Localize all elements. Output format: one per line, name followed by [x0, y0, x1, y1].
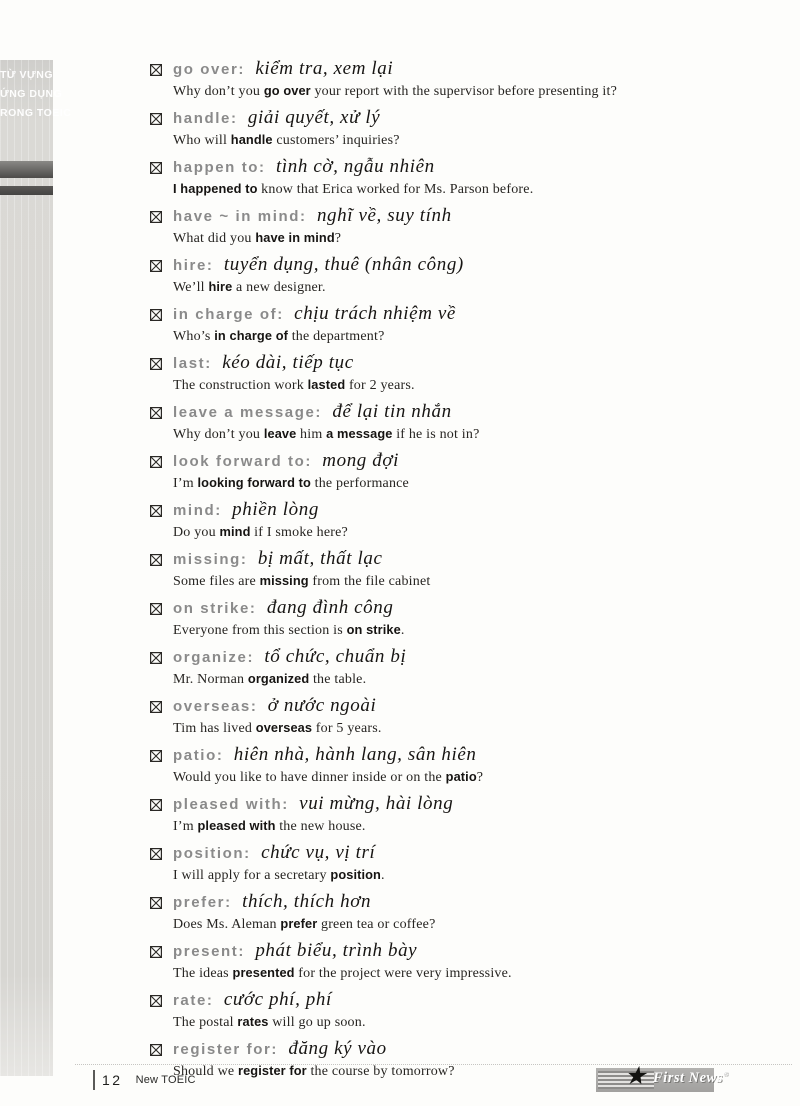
example-keyword: a message [326, 426, 393, 441]
entry-head [173, 841, 775, 866]
checkbox-x-icon [150, 602, 162, 614]
example-text: Why don’t you [173, 427, 264, 442]
example-text: . [380, 868, 385, 883]
translation-text: giải quyết, xử lý [242, 107, 381, 128]
example-sentence [173, 425, 775, 443]
example-text: will go up soon. [268, 1015, 366, 1030]
term-label: missing: [173, 551, 248, 568]
example-text: Tim has lived [173, 721, 256, 736]
example-text: I’m [173, 476, 198, 491]
checkbox-x-icon [150, 700, 162, 712]
example-text: The postal [173, 1015, 238, 1030]
example-keyword: rates [237, 1014, 269, 1029]
example-text: a new designer. [232, 280, 326, 295]
entry-head [173, 204, 775, 229]
example-sentence [173, 180, 775, 198]
entry-head [173, 351, 775, 376]
example-sentence [173, 327, 775, 345]
example-keyword: missing [259, 573, 309, 588]
example-text: We’ll [173, 280, 209, 295]
example-text: Do you [173, 525, 220, 540]
example-keyword: I happened to [173, 181, 258, 196]
entry-head [173, 547, 775, 572]
vocab-entry [150, 792, 775, 835]
checkbox-x-icon [150, 308, 162, 320]
vocab-entry [150, 204, 775, 247]
example-sentence [173, 572, 775, 590]
example-sentence [173, 964, 775, 982]
example-text: Everyone from this section is [173, 623, 347, 638]
entry-head [173, 1037, 775, 1062]
example-text: The ideas [173, 966, 233, 981]
vocab-entry [150, 106, 775, 149]
example-text: know that Erica worked for Ms. Parson before. [257, 182, 534, 197]
translation-text: ở nước ngoài [262, 695, 377, 716]
term-label: on strike: [173, 600, 257, 617]
sidebar-title-line: ỨNG DỤNG [0, 88, 63, 100]
example-sentence [173, 719, 775, 737]
example-text: ? [476, 770, 484, 785]
example-text: I will apply for a secretary [173, 868, 331, 883]
checkbox-x-icon [150, 651, 162, 663]
example-keyword: mind [219, 524, 251, 539]
term-label: present: [173, 943, 245, 960]
term-label: patio: [173, 747, 224, 764]
publisher-logo [596, 1061, 729, 1092]
translation-text: cước phí, phí [218, 989, 332, 1010]
checkbox-x-icon [150, 406, 162, 418]
entry-head [173, 155, 775, 180]
vocab-entry [150, 694, 775, 737]
entry-head [173, 596, 775, 621]
example-text: Mr. Norman [173, 672, 248, 687]
example-keyword: prefer [280, 916, 318, 931]
example-text: green tea or coffee? [317, 917, 436, 932]
translation-text: kiểm tra, xem lại [249, 58, 394, 79]
vocab-entry [150, 400, 775, 443]
example-text: . [400, 623, 405, 638]
vocab-entry [150, 939, 775, 982]
example-text: for 2 years. [345, 378, 415, 393]
checkbox-x-icon [150, 161, 162, 173]
example-keyword: looking forward to [197, 475, 311, 490]
checkbox-x-icon [150, 504, 162, 516]
example-keyword: register for [238, 1063, 307, 1078]
translation-text: chịu trách nhiệm về [288, 303, 456, 324]
example-text: the course by tomorrow? [306, 1064, 455, 1079]
entry-head [173, 106, 775, 131]
example-text: The construction work [173, 378, 308, 393]
term-label: hire: [173, 257, 214, 274]
term-label: handle: [173, 110, 238, 127]
entry-head [173, 57, 775, 82]
checkbox-x-icon [150, 210, 162, 222]
example-keyword: have in mind [255, 230, 335, 245]
entry-head [173, 253, 775, 278]
checkbox-x-icon [150, 896, 162, 908]
translation-text: hiên nhà, hành lang, sân hiên [228, 744, 477, 765]
example-sentence [173, 670, 775, 688]
translation-text: phát biểu, trình bày [249, 940, 418, 961]
example-text: the performance [310, 476, 409, 491]
example-keyword: lasted [307, 377, 346, 392]
example-text: What did you [173, 231, 256, 246]
translation-text: bị mất, thất lạc [252, 548, 383, 569]
vocab-entry [150, 890, 775, 933]
vocab-entry [150, 57, 775, 100]
example-keyword: pleased with [197, 818, 276, 833]
book-title: New TOEIC [135, 1074, 196, 1086]
translation-text: vui mừng, hài lòng [293, 793, 454, 814]
example-keyword: in charge of [214, 328, 288, 343]
term-label: in charge of: [173, 306, 284, 323]
example-keyword: go over [263, 83, 311, 98]
example-text: customers’ inquiries? [272, 133, 400, 148]
example-sentence [173, 82, 775, 100]
translation-text: đăng ký vào [283, 1038, 387, 1059]
example-sentence [173, 1013, 775, 1031]
example-text: if he is not in? [392, 427, 480, 442]
example-text: the department? [288, 329, 385, 344]
term-label: rate: [173, 992, 214, 1009]
example-sentence [173, 866, 775, 884]
translation-text: phiền lòng [226, 499, 319, 520]
sidebar-title [0, 60, 72, 123]
example-sentence [173, 915, 775, 933]
page-number: 12 [102, 1072, 123, 1088]
entry-head [173, 792, 775, 817]
entry-head [173, 743, 775, 768]
checkbox-x-icon [150, 749, 162, 761]
vocab-entry [150, 645, 775, 688]
entry-head [173, 694, 775, 719]
vocab-entry [150, 351, 775, 394]
term-label: happen to: [173, 159, 266, 176]
example-text: Why don’t you [173, 84, 264, 99]
checkbox-x-icon [150, 455, 162, 467]
checkbox-x-icon [150, 357, 162, 369]
translation-text: kéo dài, tiếp tục [216, 352, 354, 373]
example-keyword: overseas [255, 720, 313, 735]
divider-bar-thin [0, 186, 53, 195]
checkbox-x-icon [150, 553, 162, 565]
entry-head [173, 939, 775, 964]
vocab-entry [150, 743, 775, 786]
entry-head [173, 302, 775, 327]
example-sentence [173, 131, 775, 149]
example-keyword: position [330, 867, 381, 882]
example-text: the table. [309, 672, 367, 687]
example-sentence [173, 817, 775, 835]
checkbox-x-icon [150, 1043, 162, 1055]
term-label: organize: [173, 649, 255, 666]
translation-text: đang đình công [261, 597, 394, 618]
example-text: if I smoke here? [250, 525, 348, 540]
registered-mark: ® [722, 1070, 729, 1079]
vocab-entry [150, 253, 775, 296]
example-keyword: presented [232, 965, 295, 980]
example-keyword: handle [230, 132, 273, 147]
vocab-entry [150, 302, 775, 345]
term-label: prefer: [173, 894, 232, 911]
sidebar-title-line: TỪ VỰNG [0, 69, 54, 81]
term-label: position: [173, 845, 251, 862]
example-keyword: organized [247, 671, 310, 686]
example-sentence [173, 278, 775, 296]
example-text: for 5 years. [312, 721, 382, 736]
checkbox-x-icon [150, 847, 162, 859]
translation-text: nghĩ về, suy tính [311, 205, 452, 226]
entries-list [150, 57, 775, 1090]
term-label: register for: [173, 1041, 278, 1058]
entry-head [173, 645, 775, 670]
term-label: pleased with: [173, 796, 289, 813]
sidebar-strip [0, 60, 72, 1076]
entry-head [173, 498, 775, 523]
example-text: Does Ms. Aleman [173, 917, 281, 932]
sidebar-title-line: RONG TOEIC [0, 107, 72, 119]
example-keyword: on strike [346, 622, 401, 637]
example-text: the new house. [275, 819, 366, 834]
term-label: go over: [173, 61, 245, 78]
translation-text: mong đợi [316, 450, 399, 471]
term-label: have ~ in mind: [173, 208, 307, 225]
example-text: Should we [173, 1064, 238, 1079]
footer-rule [75, 1064, 792, 1065]
vocab-entry [150, 596, 775, 639]
footer-left [93, 1070, 196, 1090]
translation-text: tuyển dụng, thuê (nhân công) [218, 254, 464, 275]
checkbox-x-icon [150, 945, 162, 957]
example-text: Who’s [173, 329, 215, 344]
translation-text: tình cờ, ngẫu nhiên [270, 156, 435, 177]
term-label: mind: [173, 502, 222, 519]
example-text: him [296, 427, 327, 442]
example-keyword: hire [208, 279, 233, 294]
vocab-entry [150, 449, 775, 492]
example-text: for the project were very impressive. [294, 966, 512, 981]
example-keyword: leave [263, 426, 297, 441]
example-text: from the file cabinet [308, 574, 431, 589]
translation-text: thích, thích hơn [236, 891, 372, 912]
example-text: Some files are [173, 574, 260, 589]
example-sentence [173, 229, 775, 247]
term-label: look forward to: [173, 453, 312, 470]
example-text: I’m [173, 819, 198, 834]
entry-head [173, 890, 775, 915]
checkbox-x-icon [150, 994, 162, 1006]
example-sentence [173, 474, 775, 492]
publisher-name: First News® [653, 1070, 729, 1086]
example-sentence [173, 768, 775, 786]
star-icon: ★ [622, 1061, 652, 1090]
checkbox-x-icon [150, 112, 162, 124]
vocab-entry [150, 498, 775, 541]
example-sentence [173, 523, 775, 541]
divider-bar-thick [0, 161, 53, 178]
term-label: overseas: [173, 698, 258, 715]
entry-head [173, 988, 775, 1013]
vocab-entry [150, 988, 775, 1031]
checkbox-x-icon [150, 259, 162, 271]
example-sentence [173, 376, 775, 394]
example-text: your report with the supervisor before presenting it? [310, 84, 618, 99]
example-text: Would you like to have dinner inside or on the [173, 770, 446, 785]
term-label: leave a message: [173, 404, 323, 421]
vocab-entry [150, 155, 775, 198]
example-text: ? [334, 231, 342, 246]
translation-text: để lại tin nhắn [327, 401, 452, 422]
translation-text: tổ chức, chuẩn bị [259, 646, 407, 667]
example-text: Who will [173, 133, 231, 148]
example-sentence [173, 621, 775, 639]
term-label: last: [173, 355, 212, 372]
checkbox-x-icon [150, 798, 162, 810]
translation-text: chức vụ, vị trí [255, 842, 376, 863]
vocab-entry [150, 841, 775, 884]
vocab-entry [150, 547, 775, 590]
checkbox-x-icon [150, 63, 162, 75]
entry-head [173, 400, 775, 425]
example-keyword: patio [445, 769, 477, 784]
entry-head [173, 449, 775, 474]
